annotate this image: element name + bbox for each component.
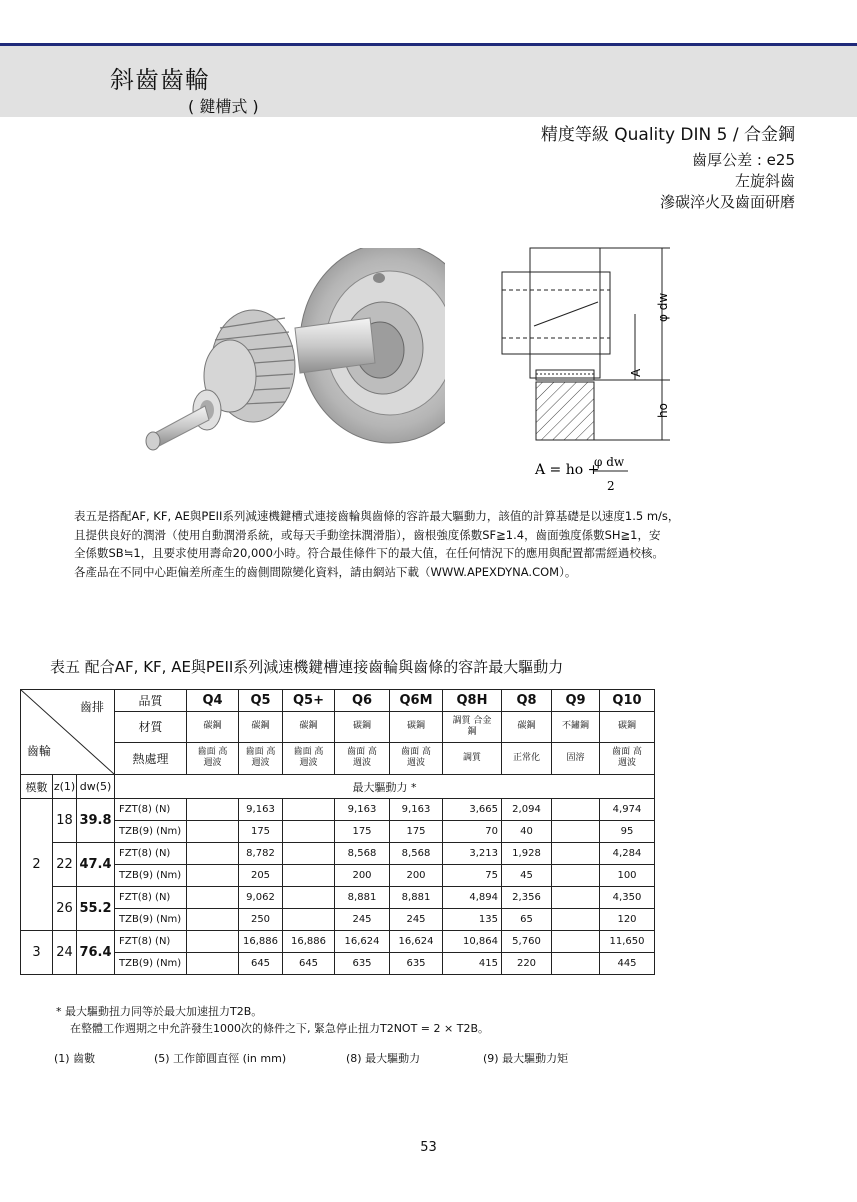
force-value (283, 843, 335, 865)
force-value: 9,062 (239, 887, 283, 909)
torque-label: TZB(9) (Nm) (115, 909, 187, 931)
torque-value (187, 909, 239, 931)
force-label: FZT(8) (N) (115, 843, 187, 865)
table-title: 表五 配合AF, KF, AE與PEII系列減速機鍵槽連接齒輪與齒條的容許最大驅動力 (50, 658, 564, 676)
grade-cell: Q5+ (283, 690, 335, 712)
dw-cell: 55.2 (77, 887, 115, 931)
dim-dw-label: φ dw (656, 292, 670, 322)
material-cell: 碳鋼 (187, 712, 239, 742)
module-cell: 2 (21, 799, 53, 931)
torque-value: 175 (335, 821, 390, 843)
formula-numerator: φ dw (594, 455, 625, 469)
table-corner (21, 690, 115, 775)
force-value: 16,624 (335, 931, 390, 953)
torque-value: 205 (239, 865, 283, 887)
torque-value: 70 (443, 821, 502, 843)
torque-value: 245 (390, 909, 443, 931)
torque-value: 40 (502, 821, 552, 843)
table-row (21, 865, 655, 887)
gear-photo (135, 248, 445, 456)
torque-value: 220 (502, 953, 552, 975)
dim-a-label: A (629, 368, 643, 377)
torque-value: 200 (335, 865, 390, 887)
torque-value (283, 909, 335, 931)
torque-value: 135 (443, 909, 502, 931)
z-cell: 26 (53, 887, 77, 931)
treatment-cell: 正常化 (502, 742, 552, 774)
torque-value: 445 (600, 953, 655, 975)
spec-tolerance: 齒厚公差 : e25 (692, 151, 795, 169)
grade-cell: Q6M (390, 690, 443, 712)
torque-label: TZB(9) (Nm) (115, 865, 187, 887)
grade-cell: Q8 (502, 690, 552, 712)
footnote: (9) 最大驅動力矩 (483, 1052, 569, 1065)
corner-bottom-label: 齒輪 (27, 744, 52, 758)
description-paragraph (74, 507, 814, 581)
force-value: 16,886 (239, 931, 283, 953)
corner-top-label: 齒排 (79, 700, 104, 714)
force-value (283, 887, 335, 909)
force-value: 16,624 (390, 931, 443, 953)
force-value: 9,163 (390, 799, 443, 821)
force-value: 3,213 (443, 843, 502, 865)
torque-value: 65 (502, 909, 552, 931)
row-label-quality: 品質 (115, 690, 187, 712)
force-value (187, 799, 239, 821)
force-table (20, 689, 655, 975)
material-cell: 碳鋼 (283, 712, 335, 742)
torque-value (187, 865, 239, 887)
force-label: FZT(8) (N) (115, 799, 187, 821)
force-value: 8,568 (335, 843, 390, 865)
material-cell: 碳鋼 (239, 712, 283, 742)
note-line: 在整體工作週期之中允許發生1000次的條件之下, 緊急停止扭力T2NOT = 2 × T2B。 (70, 1022, 489, 1035)
grade-cell: Q9 (552, 690, 600, 712)
torque-value: 175 (239, 821, 283, 843)
material-cell: 不鏽鋼 (552, 712, 600, 742)
torque-value (187, 953, 239, 975)
dw-cell: 39.8 (77, 799, 115, 843)
torque-value: 95 (600, 821, 655, 843)
torque-value: 200 (390, 865, 443, 887)
torque-value: 250 (239, 909, 283, 931)
table-body (21, 799, 655, 975)
torque-value (552, 865, 600, 887)
force-value (552, 843, 600, 865)
z-cell: 24 (53, 931, 77, 975)
force-label: FZT(8) (N) (115, 931, 187, 953)
force-value (187, 843, 239, 865)
z-cell: 22 (53, 843, 77, 887)
force-label: FZT(8) (N) (115, 887, 187, 909)
force-value: 5,760 (502, 931, 552, 953)
torque-value: 245 (335, 909, 390, 931)
grade-cell: Q5 (239, 690, 283, 712)
table-row (21, 821, 655, 843)
force-value: 4,894 (443, 887, 502, 909)
page-title: 斜齒齒輪 (110, 66, 210, 94)
footnote: (1) 齒數 (54, 1052, 96, 1065)
module-cell: 3 (21, 931, 53, 975)
grade-cell: Q10 (600, 690, 655, 712)
table-row (21, 887, 655, 909)
torque-value (552, 821, 600, 843)
spec-quality: 精度等級 Quality DIN 5 / 合金鋼 (540, 125, 795, 145)
force-value (187, 887, 239, 909)
table-row (21, 799, 655, 821)
force-value: 11,650 (600, 931, 655, 953)
force-value: 8,568 (390, 843, 443, 865)
material-cell: 碳鋼 (390, 712, 443, 742)
dim-ho-label: ho (656, 403, 670, 418)
paragraph-line: 且提供良好的潤滑（使用自動潤滑系統，或每天手動塗抹潤滑脂），齒根強度係數SF≧1.4，齒面強度係數SH≧1，安 (74, 527, 661, 542)
torque-value: 645 (283, 953, 335, 975)
material-cell: 碳鋼 (600, 712, 655, 742)
force-value (187, 931, 239, 953)
torque-value: 45 (502, 865, 552, 887)
torque-value: 635 (390, 953, 443, 975)
force-value: 4,284 (600, 843, 655, 865)
col-module-header: 模數 (21, 775, 53, 799)
force-value: 10,864 (443, 931, 502, 953)
table-row (21, 953, 655, 975)
treatment-cell: 齒面 高週波 (283, 742, 335, 774)
dw-cell: 47.4 (77, 843, 115, 887)
force-value: 3,665 (443, 799, 502, 821)
torque-value: 175 (390, 821, 443, 843)
force-value: 8,782 (239, 843, 283, 865)
spec-helix: 左旋斜齒 (734, 172, 795, 190)
table-row (21, 843, 655, 865)
treatment-cell: 齒面 高週波 (187, 742, 239, 774)
force-value: 1,928 (502, 843, 552, 865)
torque-value (187, 821, 239, 843)
grade-cell: Q8H (443, 690, 502, 712)
note-line: * 最大驅動扭力同等於最大加速扭力T2B。 (56, 1005, 263, 1018)
row-label-material: 材質 (115, 712, 187, 742)
col-z-header: z(1) (53, 775, 77, 799)
torque-value: 120 (600, 909, 655, 931)
grade-cell: Q6 (335, 690, 390, 712)
footnote: (8) 最大驅動力 (346, 1052, 421, 1065)
grade-cell: Q4 (187, 690, 239, 712)
treatment-cell: 齒面 高週波 (239, 742, 283, 774)
formula-left: A = ho + (535, 462, 600, 478)
material-cell: 碳鋼 (502, 712, 552, 742)
paragraph-line: 全係數SB≒1，且要求使用壽命20,000小時。符合最佳條件下的最大值，在任何情況下的應用與配置都需經過校核。 (74, 546, 664, 560)
page-subtitle: ( 鍵槽式 ) (188, 97, 259, 116)
paragraph-line: 表五是搭配AF, KF, AE與PEII系列減速機鍵槽式連接齒輪與齒條的容許最大驅動力，該值的計算基礎是以速度1.5 m/s， (74, 509, 680, 523)
treatment-cell: 齒面 高週波 (390, 742, 443, 774)
row-label-heat: 熱處理 (115, 742, 187, 774)
force-value (552, 887, 600, 909)
table-row (21, 909, 655, 931)
treatment-cell: 齒面 高週波 (600, 742, 655, 774)
torque-value (552, 909, 600, 931)
force-value: 4,974 (600, 799, 655, 821)
force-value: 16,886 (283, 931, 335, 953)
page-number: 53 (420, 1140, 437, 1155)
torque-value: 415 (443, 953, 502, 975)
span-header: 最大驅動力 * (115, 775, 655, 799)
material-cell: 調質 合金鋼 (443, 712, 502, 742)
material-cell: 碳鋼 (335, 712, 390, 742)
force-value: 2,356 (502, 887, 552, 909)
treatment-cell: 齒面 高週波 (335, 742, 390, 774)
footnote: (5) 工作節圓直徑 (in mm) (154, 1052, 287, 1065)
formula-denominator: 2 (607, 479, 615, 493)
force-value: 4,350 (600, 887, 655, 909)
force-value (283, 799, 335, 821)
force-value: 9,163 (335, 799, 390, 821)
force-value (552, 799, 600, 821)
torque-value: 635 (335, 953, 390, 975)
notes-block (56, 1003, 489, 1037)
spec-treatment: 滲碳淬火及齒面研磨 (659, 193, 795, 211)
torque-value (283, 865, 335, 887)
col-dw-header: dw(5) (77, 775, 115, 799)
force-value: 2,094 (502, 799, 552, 821)
force-value: 8,881 (335, 887, 390, 909)
dw-cell: 76.4 (77, 931, 115, 975)
force-value: 8,881 (390, 887, 443, 909)
torque-value: 75 (443, 865, 502, 887)
torque-value (552, 953, 600, 975)
torque-value (283, 821, 335, 843)
torque-label: TZB(9) (Nm) (115, 821, 187, 843)
treatment-cell: 調質 (443, 742, 502, 774)
paragraph-line: 各產品在不同中心距偏差所產生的齒側間隙變化資料，請由網站下載（WWW.APEXDYNA.COM）。 (74, 564, 577, 579)
treatment-cell: 固溶 (552, 742, 600, 774)
torque-value: 100 (600, 865, 655, 887)
z-cell: 18 (53, 799, 77, 843)
torque-label: TZB(9) (Nm) (115, 953, 187, 975)
dimension-drawing (490, 242, 680, 497)
force-value (552, 931, 600, 953)
torque-value: 645 (239, 953, 283, 975)
table-row (21, 931, 655, 953)
force-value: 9,163 (239, 799, 283, 821)
